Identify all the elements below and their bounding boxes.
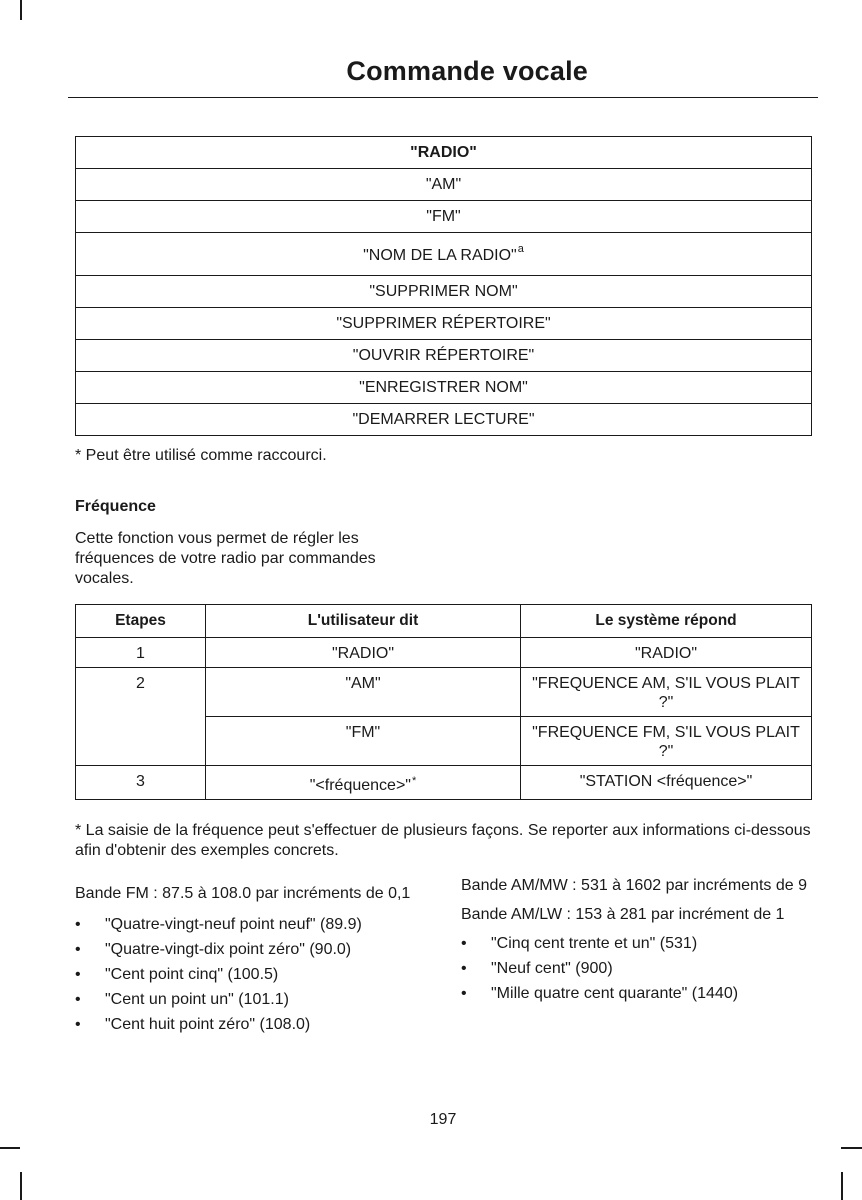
bullet: • xyxy=(461,960,467,977)
footnote-marker: * xyxy=(411,775,417,787)
column-header-user-says: L'utilisateur dit xyxy=(206,605,521,638)
list-item xyxy=(75,915,435,934)
title-divider xyxy=(68,97,818,98)
list-item-text: "Quatre-vingt-dix point zéro" (90.0) xyxy=(105,941,352,958)
bullet: • xyxy=(461,985,467,1002)
radio-commands-table xyxy=(75,136,812,436)
footnote-marker: a xyxy=(517,242,524,255)
list-item xyxy=(75,965,435,984)
column-header-steps: Etapes xyxy=(76,605,206,638)
crop-mark xyxy=(20,0,22,20)
list-item xyxy=(75,990,435,1009)
list-item xyxy=(75,1015,435,1034)
table-cell-text: "NOM DE LA RADIO" xyxy=(363,246,517,264)
table-header-cell: "RADIO" xyxy=(76,137,812,169)
section-intro: Cette fonction vous permet de régler les fréquences de votre radio par commandes vocales. xyxy=(75,530,376,587)
bullet: • xyxy=(75,991,81,1008)
bullet: • xyxy=(75,941,81,958)
step-cell: 2 xyxy=(76,668,206,717)
crop-mark xyxy=(0,1147,20,1149)
crop-mark xyxy=(841,1172,843,1200)
bullet: • xyxy=(461,935,467,952)
bullet: • xyxy=(75,1016,81,1033)
user-says-cell: "AM" xyxy=(206,668,521,717)
footnote: * Peut être utilisé comme raccourci. xyxy=(75,447,327,464)
step-cell: 1 xyxy=(76,638,206,668)
crop-mark xyxy=(20,1172,22,1200)
frequency-steps-table xyxy=(75,604,812,800)
table-cell: "FM" xyxy=(76,201,812,233)
list-item-text: "Cent un point un" (101.1) xyxy=(105,991,289,1008)
user-says-text: "<fréquence>" xyxy=(309,777,411,794)
am-band-column xyxy=(461,876,821,1009)
table-cell xyxy=(76,233,812,276)
bullet: • xyxy=(75,966,81,983)
list-item xyxy=(461,959,821,978)
step-cell: 3 xyxy=(76,766,206,800)
table-cell: "OUVRIR RÉPERTOIRE" xyxy=(76,340,812,372)
page-number: 197 xyxy=(429,1111,457,1128)
bullet: • xyxy=(75,916,81,933)
fm-band-intro: Bande FM : 87.5 à 108.0 par incréments de 0,1 xyxy=(75,885,411,902)
list-item-text: "Cinq cent trente et un" (531) xyxy=(491,935,698,952)
table-cell: "ENREGISTRER NOM" xyxy=(76,372,812,404)
am-mw-band-intro: Bande AM/MW : 531 à 1602 par incréments de 9 xyxy=(461,877,807,894)
system-replies-cell: "STATION <fréquence>" xyxy=(521,766,812,800)
section-heading: Fréquence xyxy=(75,498,156,515)
fm-band-column xyxy=(75,884,435,1040)
system-replies-cell: "RADIO" xyxy=(521,638,812,668)
user-says-cell: "FM" xyxy=(206,717,521,766)
list-item xyxy=(75,940,435,959)
table-cell: "DEMARRER LECTURE" xyxy=(76,404,812,436)
user-says-cell: "RADIO" xyxy=(206,638,521,668)
page-title: Commande vocale xyxy=(346,56,588,86)
system-replies-cell: "FREQUENCE FM, S'IL VOUS PLAIT ?" xyxy=(521,717,812,766)
crop-mark xyxy=(841,1147,862,1149)
am-examples-list xyxy=(461,934,821,1003)
list-item-text: "Cent huit point zéro" (108.0) xyxy=(105,1016,311,1033)
step-cell xyxy=(76,717,206,766)
list-item-text: "Cent point cinq" (100.5) xyxy=(105,966,279,983)
list-item-text: "Neuf cent" (900) xyxy=(491,960,613,977)
fm-examples-list xyxy=(75,915,435,1034)
list-item xyxy=(461,984,821,1003)
list-item xyxy=(461,934,821,953)
list-item-text: "Mille quatre cent quarante" (1440) xyxy=(491,985,739,1002)
table-cell: "AM" xyxy=(76,169,812,201)
system-replies-cell: "FREQUENCE AM, S'IL VOUS PLAIT ?" xyxy=(521,668,812,717)
user-says-cell xyxy=(206,766,521,800)
footnote: * La saisie de la fréquence peut s'effectuer de plusieurs façons. Se reporter aux informations ci-dessous afin d'obtenir des exemples concrets. xyxy=(75,822,811,859)
am-lw-band-intro: Bande AM/LW : 153 à 281 par incrément de 1 xyxy=(461,906,785,923)
table-cell: "SUPPRIMER NOM" xyxy=(76,276,812,308)
column-header-system-replies: Le système répond xyxy=(521,605,812,638)
table-cell: "SUPPRIMER RÉPERTOIRE" xyxy=(76,308,812,340)
list-item-text: "Quatre-vingt-neuf point neuf" (89.9) xyxy=(105,916,362,933)
